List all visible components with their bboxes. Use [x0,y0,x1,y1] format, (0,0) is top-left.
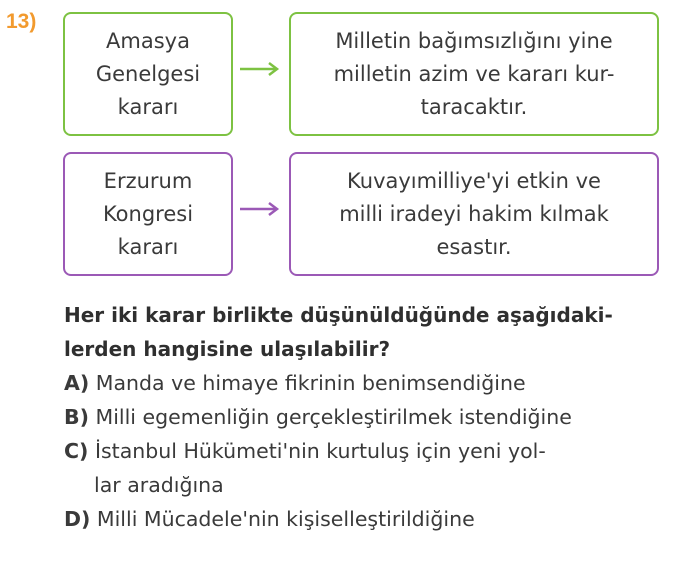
box-line: Genelgesi [95,61,201,86]
question-line: Her iki karar birlikte düşünüldüğünde aşağıdaki- [64,303,613,327]
box-line: kararı [117,94,179,119]
option-label: A) [64,371,90,395]
option-label: C) [64,439,89,463]
option-b[interactable] [64,400,680,434]
option-text: Milli egemenliğin gerçekleştirilmek istendiğine [95,405,572,429]
question-line: lerden hangisine ulaşılabilir? [64,337,391,361]
box-line: esastır. [436,234,512,259]
box-line: milletin azim ve kararı kur- [333,61,615,86]
box-line: Kongresi [102,201,194,226]
option-text: Manda ve himaye fikrinin benimsendiğine [95,371,526,395]
box-line: Kuvayımilliye'yi etkin ve [347,168,601,193]
option-c[interactable] [64,434,680,502]
option-text-continued: lar aradığına [94,473,224,497]
box-line: Erzurum [103,168,193,193]
amasya-box [63,12,233,136]
box-line: taracaktır. [420,94,528,119]
box-line: milli iradeyi hakim kılmak [339,201,609,226]
erzurum-decision-box [289,152,659,276]
option-text: Milli Mücadele'nin kişiselleştirildiğine [96,507,475,531]
option-label: D) [64,507,91,531]
amasya-decision-box [289,12,659,136]
option-label: B) [64,405,89,429]
question-text [64,298,676,366]
box-line: kararı [117,234,179,259]
erzurum-box [63,152,233,276]
option-a[interactable] [64,366,680,400]
arrow-right-icon [238,202,284,216]
option-text: İstanbul Hükümeti'nin kurtuluş için yeni yol- [94,439,546,463]
box-line: Milletin bağımsızlığını yine [335,28,613,53]
box-line: Amasya [106,28,190,53]
option-d[interactable] [64,502,680,536]
arrow-right-icon [238,62,284,76]
question-number: 13) [6,10,37,33]
